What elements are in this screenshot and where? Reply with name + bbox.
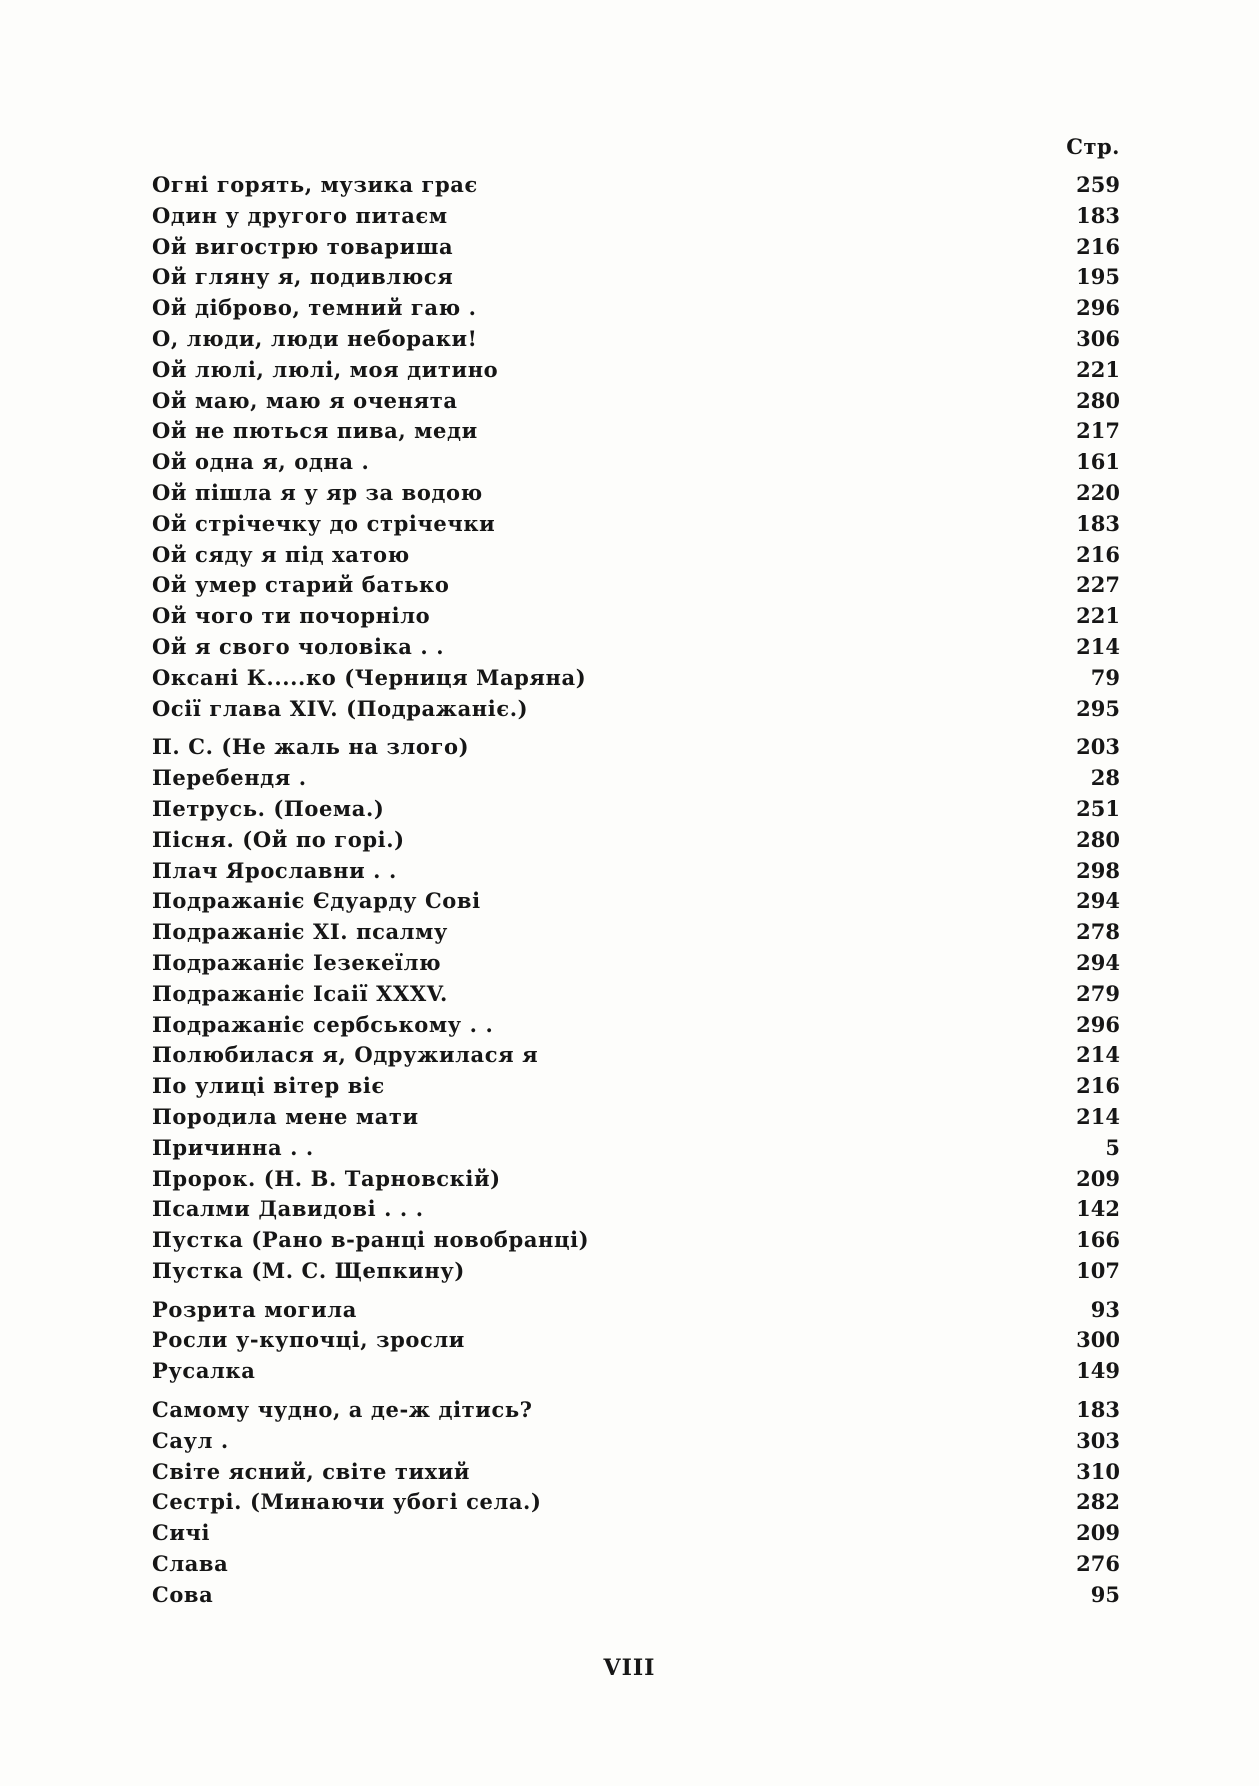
entry-title: Огні горять, музика грає	[152, 172, 478, 197]
entry-page-number: 279	[1076, 980, 1120, 1006]
entry-page-number: 203	[1076, 734, 1120, 760]
toc-entry	[152, 324, 1120, 355]
toc-entry	[152, 1225, 1120, 1256]
entry-page-number: 294	[1076, 949, 1120, 975]
toc-entry	[152, 1071, 1120, 1102]
entry-page-number: 161	[1076, 449, 1120, 475]
entry-title: Ой стрічечку до стрічечки	[152, 510, 496, 536]
toc-entry	[152, 1487, 1120, 1518]
entry-page-number: 93	[1090, 1296, 1120, 1322]
toc-entry	[152, 447, 1120, 478]
toc-group	[152, 1395, 1120, 1611]
entry-title: Ой маю, маю я оченята	[152, 387, 458, 413]
entry-page-number: 298	[1076, 857, 1120, 883]
toc-entry	[152, 1133, 1120, 1164]
entry-page-number: 183	[1076, 1397, 1120, 1423]
toc-entry	[152, 917, 1120, 948]
toc-entry	[152, 632, 1120, 663]
entry-title: Пісня. (Ой по горі.)	[152, 826, 405, 852]
toc-entry	[152, 1580, 1120, 1611]
entry-title: Подражаніє Іезекеїлю	[152, 949, 442, 975]
toc-entry	[152, 386, 1120, 417]
toc-entry	[152, 856, 1120, 887]
toc-entry	[152, 794, 1120, 825]
entry-title: Росли у-купочці, зросли	[152, 1327, 465, 1353]
entry-page-number: 276	[1076, 1551, 1120, 1577]
entry-page-number: 216	[1076, 233, 1120, 259]
toc-entry	[152, 1102, 1120, 1133]
entry-title: Подражаніє Єдуарду Сові	[152, 888, 481, 914]
entry-title: Русалка	[152, 1358, 256, 1384]
entry-title: Псалми Давидові . . .	[152, 1196, 424, 1222]
toc-entry	[152, 1040, 1120, 1071]
entry-page-number: 209	[1076, 1165, 1120, 1191]
entry-title: Ой пішла я у яр за водою	[152, 479, 483, 505]
entry-page-number: 214	[1076, 1103, 1120, 1129]
entry-page-number: 295	[1076, 695, 1120, 721]
toc-entry	[152, 732, 1120, 763]
toc-group	[152, 1295, 1120, 1387]
toc-group	[152, 732, 1120, 1286]
entry-title: По улиці вітер віє	[152, 1073, 385, 1099]
entry-title: Осії глава XIV. (Подражаніє.)	[152, 695, 529, 721]
entry-title: Сова	[152, 1581, 214, 1607]
toc-entry	[152, 1164, 1120, 1195]
entry-page-number: 221	[1076, 356, 1120, 382]
entry-title: Породила мене мати	[152, 1103, 419, 1129]
entry-page-number: 214	[1076, 633, 1120, 659]
entry-page-number: 220	[1076, 479, 1120, 505]
entry-title: Сичі	[152, 1520, 211, 1546]
page-column-header: Стр.	[1066, 134, 1120, 159]
entry-page-number: 217	[1076, 418, 1120, 444]
entry-page-number: 195	[1076, 264, 1120, 290]
entry-page-number: 107	[1076, 1257, 1120, 1283]
entry-page-number: 142	[1076, 1196, 1120, 1222]
entry-page-number: 221	[1076, 603, 1120, 629]
entry-title: Ой умер старий батько	[152, 572, 450, 598]
entry-page-number: 278	[1076, 919, 1120, 945]
entry-title: Ой вигострю товариша	[152, 233, 454, 259]
entry-title: Світе ясний, світе тихий	[152, 1458, 471, 1484]
entry-title: Ой я свого чоловіка . .	[152, 633, 445, 659]
toc-entry	[152, 478, 1120, 509]
toc-entry	[152, 1356, 1120, 1387]
entry-title: П. С. (Не жаль на злого)	[152, 734, 470, 760]
toc-entry	[152, 1457, 1120, 1488]
toc-entry	[152, 763, 1120, 794]
entry-page-number: 95	[1090, 1581, 1120, 1607]
entry-title: Ой чого ти почорніло	[152, 603, 431, 629]
entry-title: Подражаніє Ісаії XXXV.	[152, 980, 448, 1006]
toc-entry	[152, 1518, 1120, 1549]
toc-entry	[152, 293, 1120, 324]
entry-page-number: 282	[1076, 1489, 1120, 1515]
toc-entry	[152, 355, 1120, 386]
entry-page-number: 5	[1105, 1134, 1120, 1160]
toc-entry	[152, 1010, 1120, 1041]
toc-entry	[152, 948, 1120, 979]
entry-page-number: 183	[1076, 510, 1120, 536]
entry-page-number: 306	[1076, 325, 1120, 351]
toc-entry	[152, 663, 1120, 694]
entry-page-number: 149	[1076, 1358, 1120, 1384]
toc-entry	[152, 601, 1120, 632]
entry-page-number: 216	[1076, 1073, 1120, 1099]
entry-page-number: 296	[1076, 1011, 1120, 1037]
toc-entry	[152, 1426, 1120, 1457]
entry-page-number: 227	[1076, 572, 1120, 598]
entry-title: Петрусь. (Поема.)	[152, 795, 385, 821]
entry-title: Слава	[152, 1551, 229, 1577]
toc-entry	[152, 416, 1120, 447]
entry-title: Самому чудно, а де-ж дітись?	[152, 1397, 533, 1423]
entry-page-number: 214	[1076, 1042, 1120, 1068]
entry-title: Розрита могила	[152, 1296, 357, 1322]
entry-page-number: 183	[1076, 202, 1120, 228]
toc-entry	[152, 262, 1120, 293]
toc-entry	[152, 232, 1120, 263]
toc-entry	[152, 979, 1120, 1010]
entry-page-number: 216	[1076, 541, 1120, 567]
entry-title: Перебендя .	[152, 765, 307, 791]
toc-entry	[152, 570, 1120, 601]
entry-page-number: 280	[1076, 826, 1120, 852]
toc-entry	[152, 170, 1120, 201]
entry-page-number: 294	[1076, 888, 1120, 914]
toc-entry	[152, 1295, 1120, 1326]
toc-entry	[152, 1325, 1120, 1356]
toc-group	[152, 170, 1120, 724]
entry-title: Один у другого питаєм	[152, 202, 448, 228]
entry-title: Пустка (М. С. Щепкину)	[152, 1257, 465, 1283]
toc-entry	[152, 201, 1120, 232]
table-of-contents	[152, 170, 1120, 1611]
entry-page-number: 209	[1076, 1520, 1120, 1546]
entry-title: Ой діброво, темний гаю .	[152, 295, 477, 321]
entry-page-number: 251	[1076, 795, 1120, 821]
entry-title: Полюбилася я, Одружилася я	[152, 1042, 539, 1068]
entry-page-number: 303	[1076, 1427, 1120, 1453]
entry-title: О, люди, люди небораки!	[152, 325, 478, 351]
toc-entry	[152, 886, 1120, 917]
toc-entry	[152, 1549, 1120, 1580]
toc-entry	[152, 694, 1120, 725]
page-folio: VIII	[603, 1655, 656, 1681]
entry-title: Пустка (Рано в-ранці новобранці)	[152, 1227, 590, 1253]
toc-entry	[152, 1395, 1120, 1426]
entry-title: Ой сяду я під хатою	[152, 541, 410, 567]
entry-page-number: 166	[1076, 1227, 1120, 1253]
entry-title: Сестрі. (Минаючи убогі села.)	[152, 1489, 542, 1515]
entry-page-number: 310	[1076, 1458, 1120, 1484]
toc-entry	[152, 1256, 1120, 1287]
toc-entry	[152, 825, 1120, 856]
entry-title: Пророк. (Н. В. Тарновскій)	[152, 1165, 501, 1191]
toc-entry	[152, 1194, 1120, 1225]
entry-page-number: 280	[1076, 387, 1120, 413]
entry-title: Оксані К.....ко (Черниця Маряна)	[152, 664, 587, 690]
entry-title: Причинна . .	[152, 1134, 314, 1160]
toc-entry	[152, 540, 1120, 571]
entry-page-number: 28	[1090, 765, 1120, 791]
entry-title: Саул .	[152, 1427, 229, 1453]
entry-title: Плач Ярославни . .	[152, 857, 397, 883]
entry-page-number: 300	[1076, 1327, 1120, 1353]
entry-page-number: 79	[1090, 664, 1120, 690]
toc-entry	[152, 509, 1120, 540]
entry-page-number: 259	[1076, 172, 1120, 197]
entry-title: Ой люлі, люлі, моя дитино	[152, 356, 499, 382]
entry-page-number: 296	[1076, 295, 1120, 321]
entry-title: Ой не пються пива, меди	[152, 418, 478, 444]
entry-title: Ой одна я, одна .	[152, 449, 370, 475]
entry-title: Подражаніє сербському . .	[152, 1011, 494, 1037]
entry-title: Ой гляну я, подивлюся	[152, 264, 454, 290]
entry-title: Подражаніє XI. псалму	[152, 919, 448, 945]
